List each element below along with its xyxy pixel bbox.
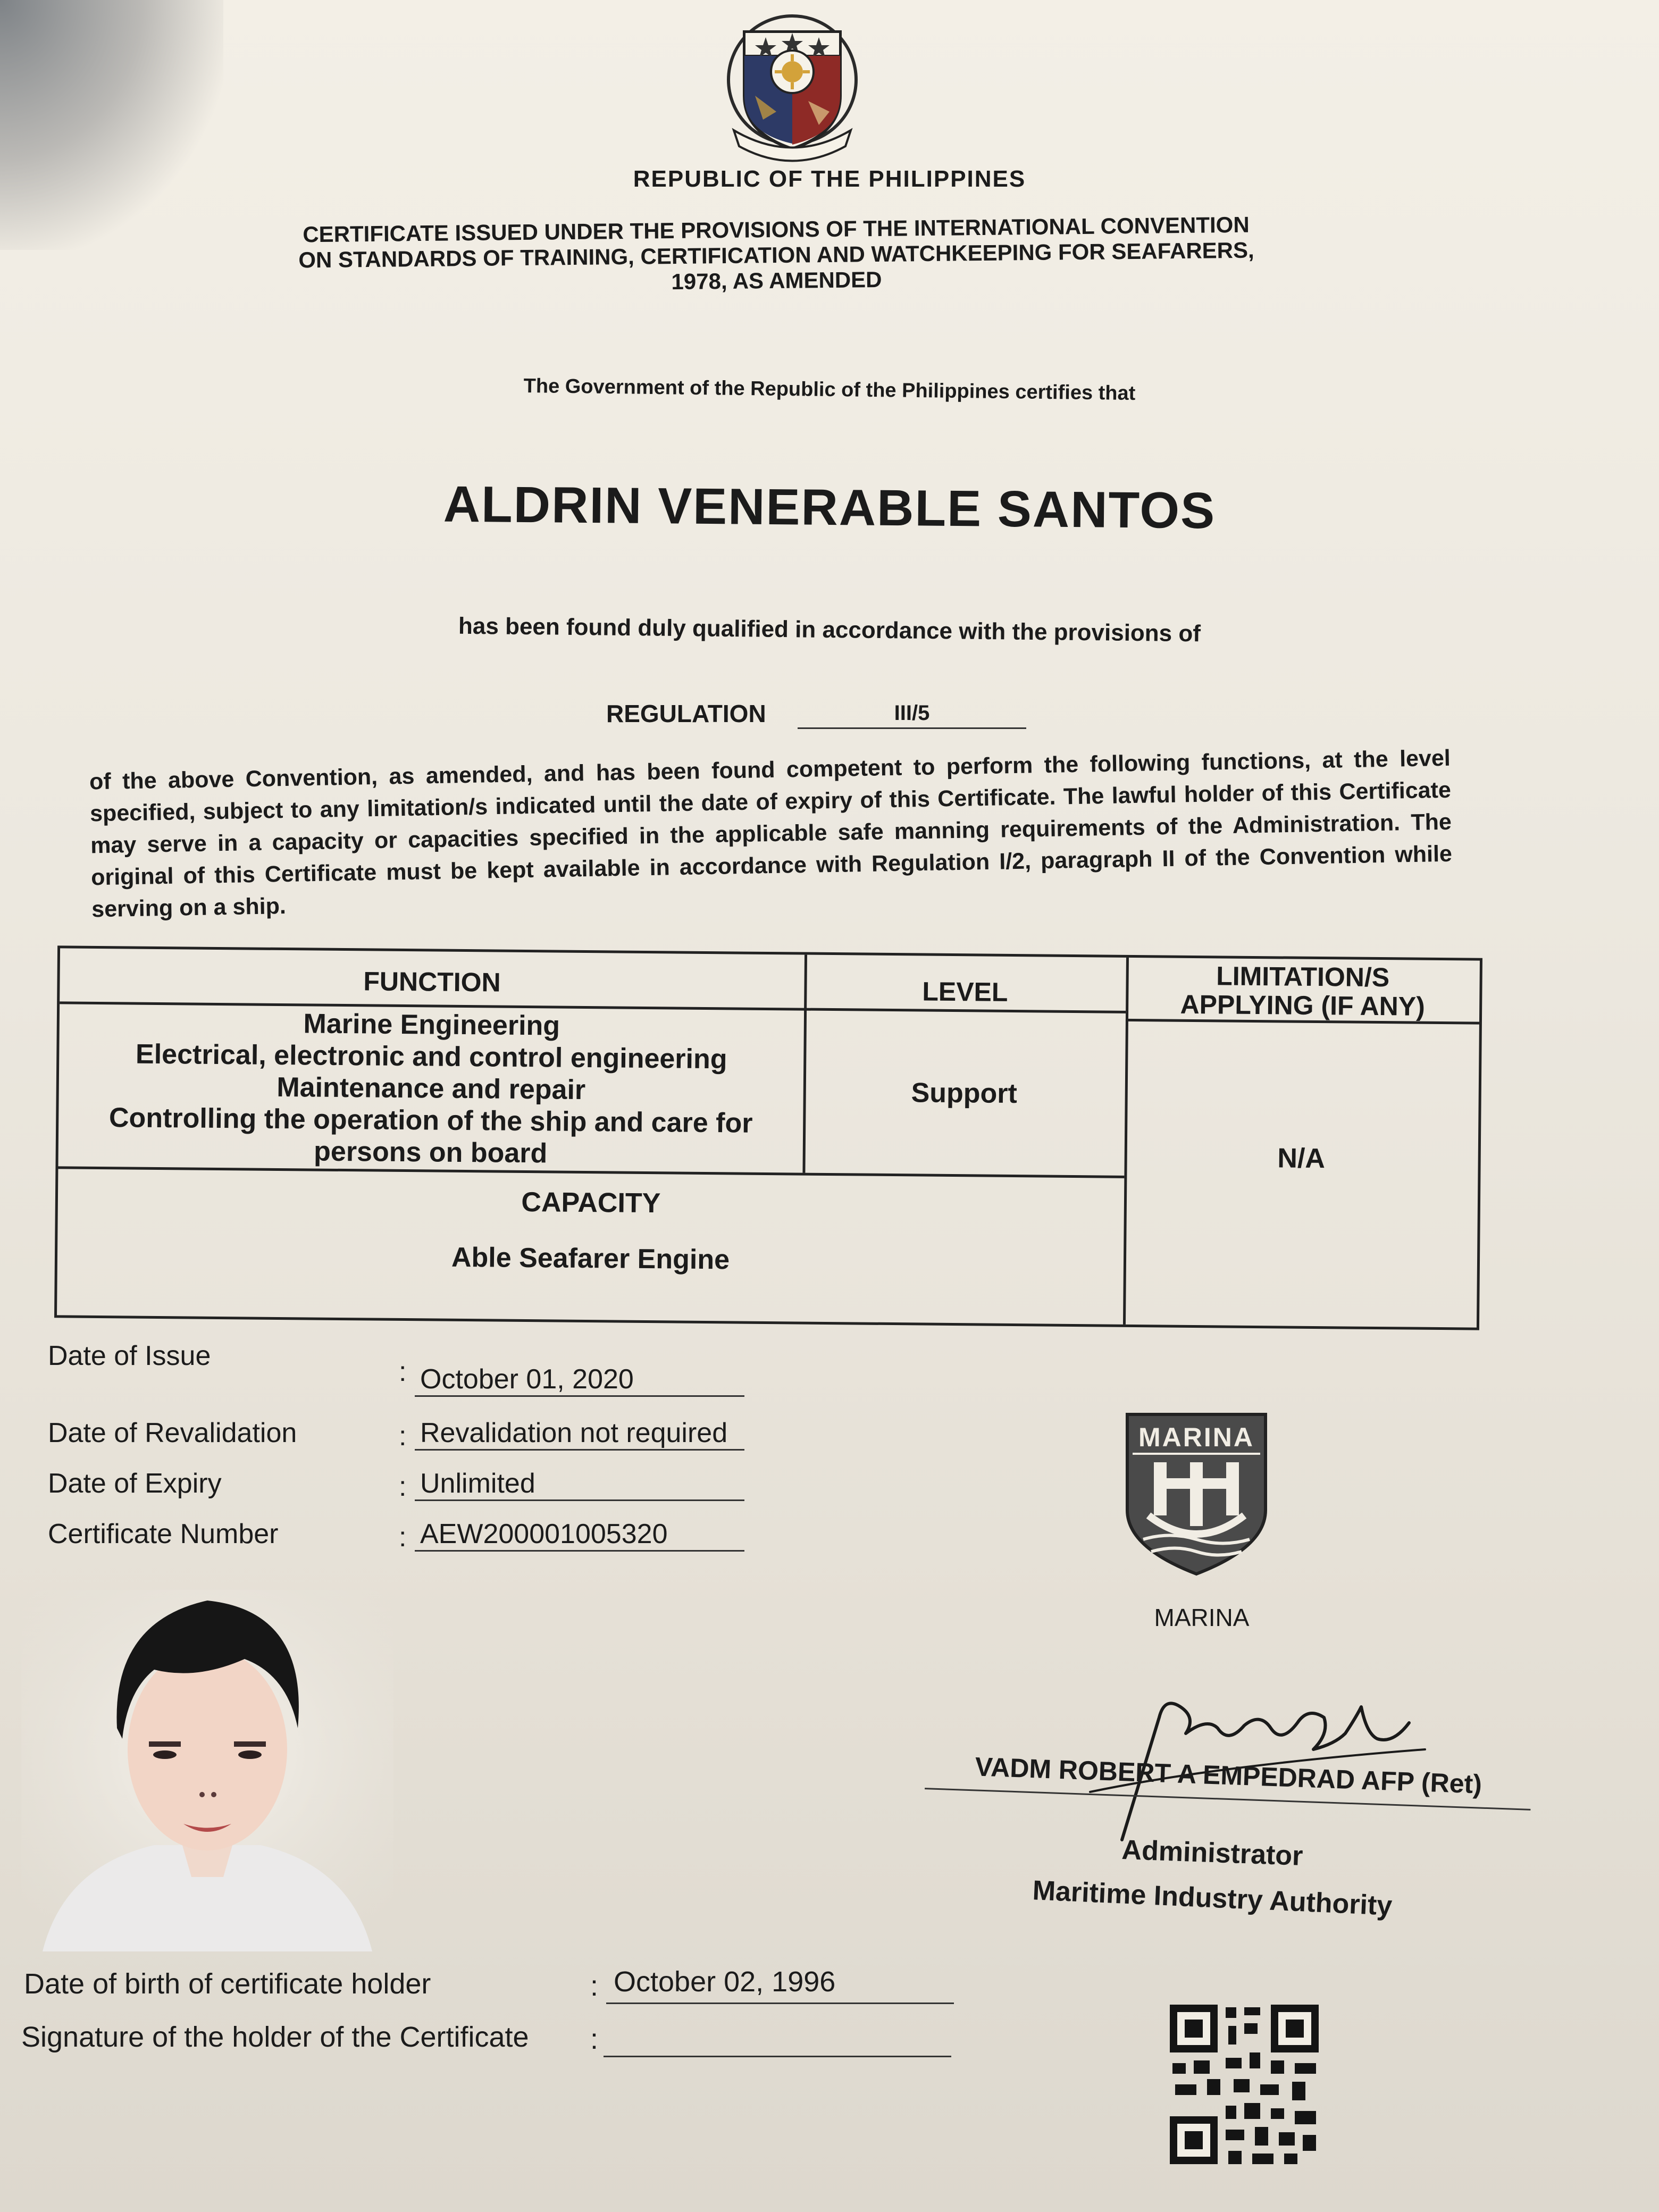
signature-colon: : [590, 2023, 599, 2055]
dob-label: Date of birth of certificate holder [24, 1968, 431, 2000]
qr-code-icon [1164, 1999, 1324, 2169]
limitations-header [1126, 961, 1480, 1021]
level-header: LEVEL [922, 976, 1008, 1007]
field-label: Date of Expiry [48, 1468, 222, 1499]
qualified-intro: has been found duly qualified in accordance with the provisions of [458, 613, 1201, 647]
field-colon: : [399, 1421, 407, 1452]
dob-value: October 02, 1996 [606, 1965, 954, 2004]
field-row-date-of-issue [48, 1340, 792, 1395]
limitations-value: N/A [1277, 1143, 1326, 1175]
shadow-overlay [0, 0, 223, 250]
regulation-line [606, 699, 1085, 736]
field-value: Unlimited [415, 1468, 744, 1501]
holder-photo [21, 1590, 393, 1951]
function-item: Marine Engineering [303, 1008, 560, 1042]
administrator-title: Administrator [1121, 1834, 1304, 1872]
function-item: Electrical, electronic and control engineering [135, 1038, 727, 1075]
dob-colon: : [590, 1970, 599, 2002]
field-colon: : [399, 1471, 407, 1502]
government-certifies-line: The Government of the Republic of the Philippines certifies that [523, 374, 1136, 405]
republic-title: REPUBLIC OF THE PHILIPPINES [633, 166, 1026, 192]
competence-table [54, 945, 1482, 1330]
philippine-coat-of-arms-icon [713, 5, 872, 165]
capacity-header: CAPACITY [521, 1186, 661, 1219]
field-value: Revalidation not required [415, 1417, 744, 1451]
holder-dob-row [24, 1967, 981, 2015]
marina-caption: MARINA [1154, 1604, 1250, 1631]
holder-name: ALDRIN VENERABLE SANTOS [443, 475, 1216, 540]
level-value: Support [911, 1077, 1018, 1110]
regulation-label: REGULATION [606, 700, 766, 727]
certificate-heading: CERTIFICATE ISSUED UNDER THE PROVISIONS OF THE INTERNATIONAL CONVENTION ON STANDARDS OF TRAINING, CERTIFICATION AND WATCHKEEPING FOR SEAFARERS, 1978, AS AMENDED [298, 212, 1254, 295]
limitations-header-line2: APPLYING (IF ANY) [1180, 989, 1426, 1021]
field-colon: : [399, 1356, 407, 1387]
signature-field [604, 2018, 951, 2057]
competence-paragraph: of the above Convention, as amended, and has been found competent to perform the following functions, at the level specified, subject to any limitation/s indicated until the date of expiry of this Certificate. The lawful holder of this Certificate may serve in a capacity or capacities specified in the applicable safe manning requirements of the Administration. The original of this Certificate must be kept available in accordance with Regulation I/2, paragraph II of the Convention while serving on a ship. [89, 745, 1453, 923]
function-item: Maintenance and repair [276, 1071, 586, 1105]
signature-label: Signature of the holder of the Certificate [21, 2021, 529, 2053]
field-value: October 01, 2020 [415, 1363, 744, 1397]
administrator-organization: Maritime Industry Authority [1032, 1875, 1393, 1922]
field-row-date-of-expiry [48, 1468, 792, 1515]
function-item: Controlling the operation of the ship and care for [108, 1102, 753, 1139]
field-label: Certificate Number [48, 1519, 279, 1549]
holder-signature-row [21, 2021, 978, 2068]
limitations-header-line1: LIMITATION/S [1216, 961, 1390, 993]
marina-logo-icon [1122, 1409, 1271, 1579]
field-label: Date of Revalidation [48, 1418, 297, 1448]
function-list [58, 1006, 805, 1171]
regulation-value: III/5 [798, 701, 1026, 729]
function-header: FUNCTION [363, 966, 501, 998]
certificate-fields [48, 1340, 792, 1563]
capacity-value: Able Seafarer Engine [451, 1242, 730, 1276]
field-row-certificate-number [48, 1518, 792, 1566]
field-label: Date of Issue [48, 1340, 211, 1371]
function-item: persons on board [313, 1136, 548, 1169]
field-row-date-of-revalidation [48, 1417, 792, 1465]
field-colon: : [399, 1522, 407, 1553]
field-value: AEW200001005320 [415, 1518, 744, 1552]
marina-logo-text: MARINA [1138, 1422, 1254, 1452]
administrator-name: VADM ROBERT A EMPEDRAD AFP (Ret) [925, 1749, 1532, 1811]
